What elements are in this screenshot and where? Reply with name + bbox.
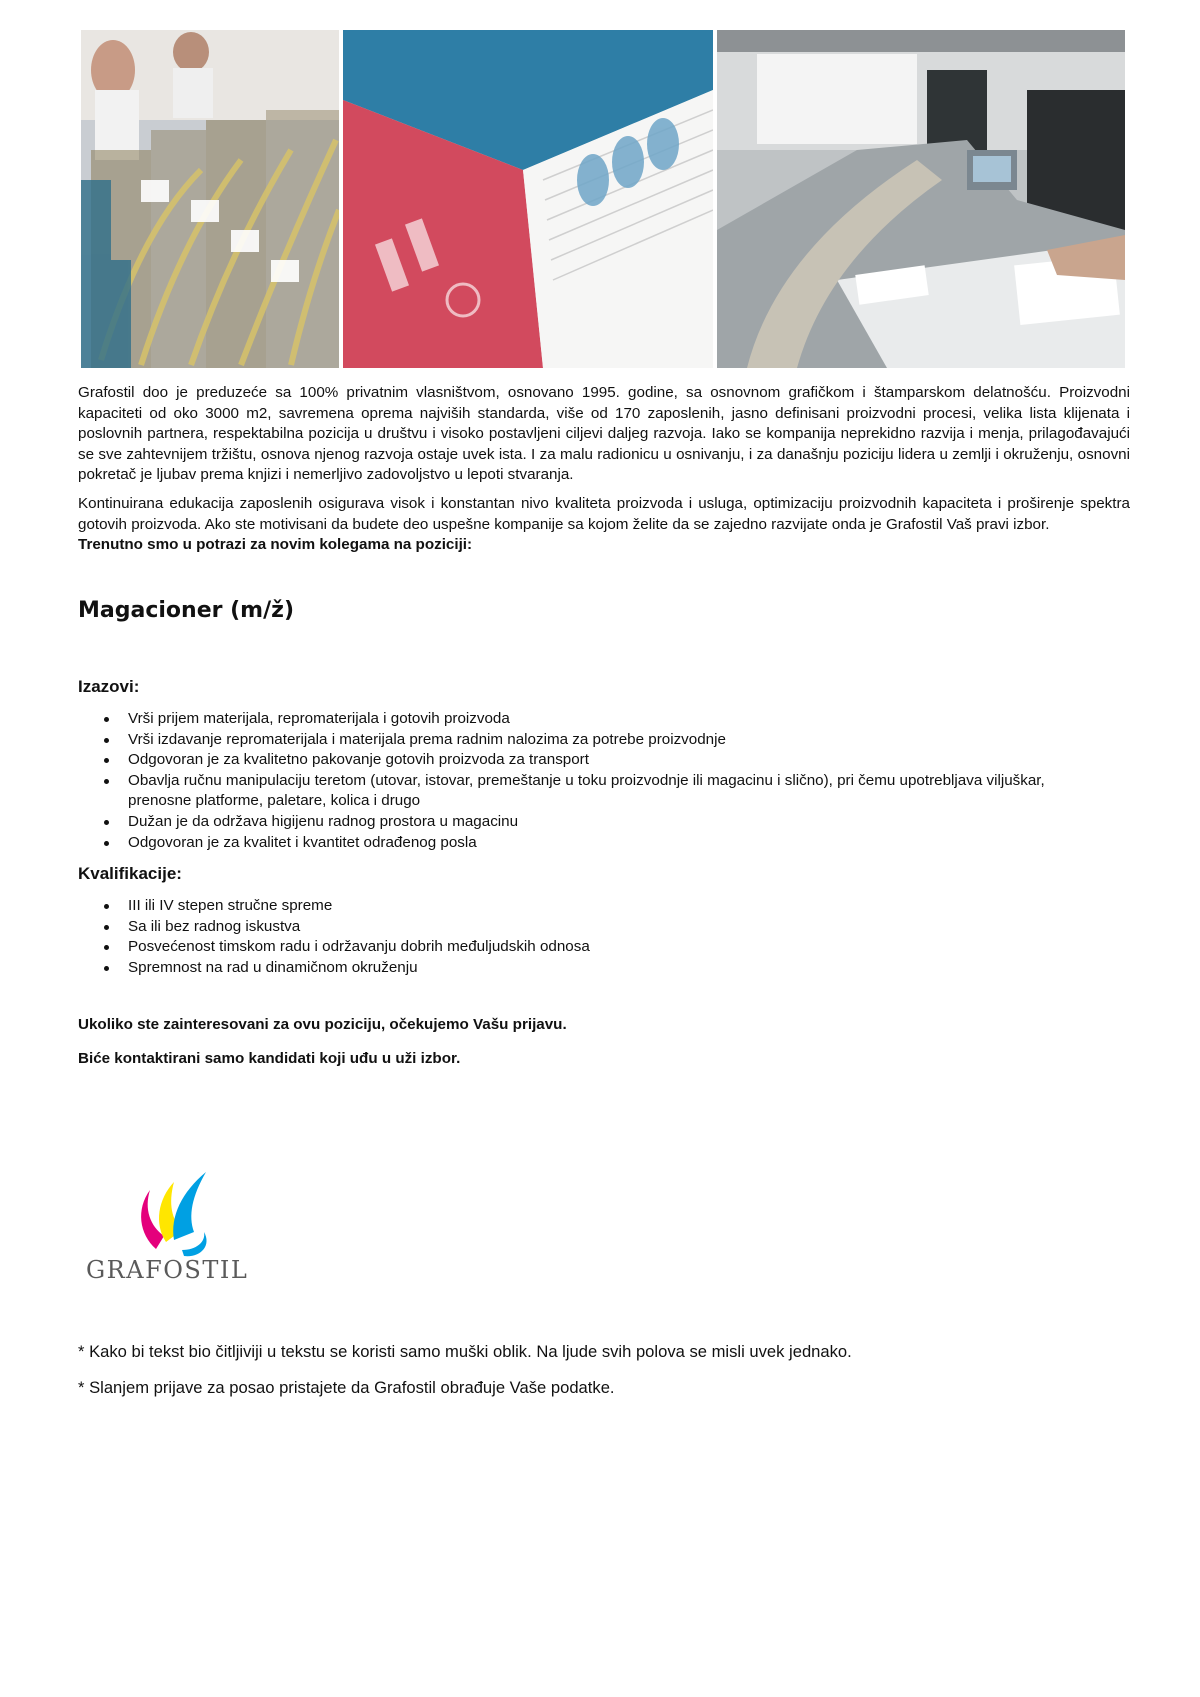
list-item: III ili IV stepen stručne spreme: [102, 896, 1112, 917]
footnote-data-consent: * Slanjem prijave za posao pristajete da Grafostil obrađuje Vaše podatke.: [78, 1378, 615, 1397]
challenges-list: [102, 709, 1112, 853]
list-item: Odgovoran je za kvalitet i kvantitet odrađenog posla: [102, 833, 1112, 854]
list-item: Posvećenost timskom radu i održavanju dobrih međuljudskih odnosa: [102, 937, 1112, 958]
list-item: Vrši prijem materijala, repromaterijala i gotovih proizvoda: [102, 709, 1112, 730]
apply-invitation: Ukoliko ste zainteresovani za ovu poziciju, očekujemo Vašu prijavu.: [78, 1016, 567, 1033]
qualifications-list: [102, 896, 1112, 978]
job-title: Magacioner (m/ž): [78, 598, 294, 623]
company-intro-paragraph: Grafostil doo je preduzeće sa 100% privatnim vlasništvom, osnovano 1995. godine, sa osnovnom grafičkom i štamparskom delatnošću. Proizvodni kapaciteti od oko 3000 m2, savremena oprema najviših standarda, više od 170 zaposlenih, jasno definisani proizvodni procesi, velika lista klijenata i poslovnih partnera, respektabilna pozicija u društvu i visoko postavljeni ciljevi daljeg razvoja. Iako se kompanija neprekidno razvija i menja, prilagođavajući se sve zahtevnijem tržištu, osnova njenog razvoja ostaje uvek ista. I za malu radionicu u osnivanju, i za današnju poziciju lidera u zemlji i okruženju, osnovni pokretač je ljubav prema knjizi i nemerljivo zadovoljstvo u lepoti stvaranja.: [78, 384, 1130, 484]
logo-wordmark: GRAFOSTIL: [86, 1256, 249, 1284]
education-text: Kontinuirana edukacija zaposlenih osigurava visok i konstantan nivo kvaliteta proizvoda i usluga, optimizaciju proizvodnih kapaciteta i proširenje spektra gotovih proizvoda. Ako ste motivisani da budete deo uspešne kompanije sa kojom želite da se zajedno razvijate onda je Grafostil Vaš pravi izbor.: [78, 495, 1130, 533]
company-education-paragraph: [78, 494, 1130, 556]
list-item: Spremnost na rad u dinamičnom okruženju: [102, 958, 1112, 979]
printing-press-photo: [717, 30, 1125, 368]
book-spine-photo: [343, 30, 713, 368]
list-item: Dužan je da održava higijenu radnog prostora u magacinu: [102, 812, 1112, 833]
list-item: Odgovoran je za kvalitetno pakovanje gotovih proizvoda za transport: [102, 750, 1112, 771]
list-item: Obavlja ručnu manipulaciju teretom (utovar, istovar, premeštanje u toku proizvodnje ili magacinu i slično), pri čemu upotrebljava viljuškar, prenosne platforme, paletare, kolica i drugo: [102, 771, 1112, 812]
list-item: Sa ili bez radnog iskustva: [102, 917, 1112, 938]
shortlist-notice: Biće kontaktirani samo kandidati koji uđu u uži izbor.: [78, 1050, 461, 1067]
header-banner: [81, 30, 1125, 368]
position-lead: Trenutno smo u potrazi za novim kolegama na poziciji:: [78, 536, 473, 554]
qualifications-title: Kvalifikacije:: [78, 864, 182, 883]
challenges-title: Izazovi:: [78, 677, 140, 696]
binding-line-photo: [81, 30, 339, 368]
footnote-gender: * Kako bi tekst bio čitljiviji u tekstu se koristi samo muški oblik. Na ljude svih polova se misli uvek jednako.: [78, 1342, 852, 1361]
grafostil-logo: [84, 1154, 254, 1284]
list-item: Vrši izdavanje repromaterijala i materijala prema radnim nalozima za potrebe proizvodnje: [102, 730, 1112, 751]
